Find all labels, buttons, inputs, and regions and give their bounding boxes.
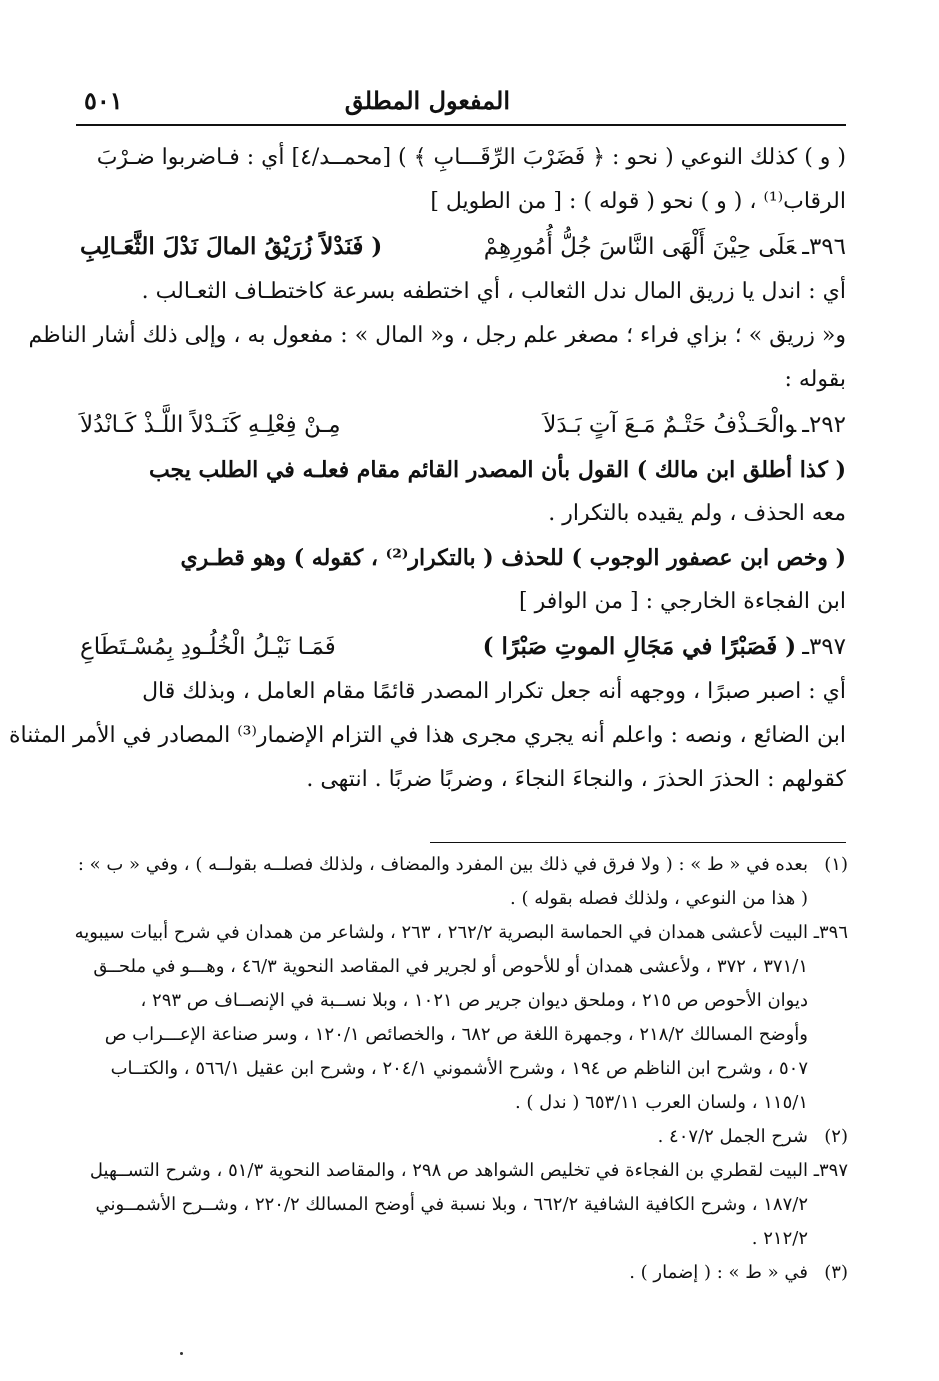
paragraph-line: ابن الفجاءة الخارجي : [ من الوافر ] xyxy=(519,589,846,614)
page-number: ٥٠١ xyxy=(84,86,123,115)
verse-second-hemistich: ( فَنَدْلاً زُرَيْقُ المالَ نَدْلَ الثَّعَـالِبِ xyxy=(80,233,383,260)
page-header xyxy=(76,86,846,122)
verse-292 xyxy=(80,402,846,448)
footnote-text: بعده في « ط » : ( ولا فرق في ذلك بين المفرد والمضاف ، ولذلك فصلــه بقولــه ) ، وفي « ب » : xyxy=(77,854,808,875)
verse-first-hemistich: ( فَصَبْرًا في مَجَالِ الموتِ صَبْرًا ) xyxy=(482,633,797,660)
footnote-line: ٣٩٦ـ البيت لأعشى همدان في الحماسة البصرية ٢٦٢/٢ ، ٢٦٣ ، ولشاعر من همدان في شرح أبيات سيبويه xyxy=(74,922,848,943)
paragraph-line: ( وخص ابن عصفور الوجوب ) للحذف ( بالتكرار⁽²⁾ ، كقوله ) وهو قطـري xyxy=(180,545,846,571)
footnote-number: (٣) xyxy=(824,1262,848,1283)
footnote-line: ٣٩٧ـ البيت لقطري بن الفجاءة في تخليص الشواهد ص ٢٩٨ ، والمقاصد النحوية ٥١/٣ ، وشرح التســهيل xyxy=(89,1160,848,1181)
footnote-3 xyxy=(78,1256,848,1290)
footnote-2 xyxy=(78,1120,848,1154)
paragraph-line: كقولهم : الحذرَ الحذرَ ، والنجاءَ النجاءَ ، وضربًا ضربًا . انتهى . xyxy=(306,767,846,792)
verse-first-hemistich: عَلَى حِيْنَ أَلْهَى النَّاسَ جُلُّ أُمُورِهِمْ xyxy=(483,234,797,260)
footnote-number: (٢) xyxy=(824,1126,848,1147)
paragraph-line: ( و ) كذلك النوعي ( نحو : ﴿ فَضَرْبَ الرِّقَـــابِ ﴾ ) [محمــد/٤] أي : فـاضربوا ضـرْبَ xyxy=(96,145,846,170)
verse-396 xyxy=(80,224,846,270)
footnote-separator xyxy=(430,842,846,843)
footnotes xyxy=(74,848,848,1290)
paragraph-line: أي : اصبر صبرًا ، ووجهه أنه جعل تكرار المصدر قائمًا مقام العامل ، وبذلك قال xyxy=(142,679,846,704)
footnote-number: (١) xyxy=(824,854,848,875)
footnote-1 xyxy=(78,848,848,882)
paragraph-line: ابن الضائع ، ونصه : واعلم أنه يجري مجرى هذا في التزام الإضمار⁽³⁾ المصادر في الأمر المثناة xyxy=(9,723,846,748)
footnote-line: ٣٧١/١ ، ٣٧٢ ، ولأعشى همدان أو للأحوص أو لجرير في المقاصد النحوية ٤٦/٣ ، وهـــو في ملحــق xyxy=(93,956,808,977)
main-text xyxy=(9,136,846,802)
verse-first-hemistich: والْحَـذْفُ حَتْـمٌ مَـعَ آتٍ بَـدَلاَ xyxy=(543,412,797,438)
footnote-line: وأوضح المسالك ٢١٨/٢ ، وجمهرة اللغة ص ٦٨٢ ، والخصائص ١٢٠/١ ، وسر صناعة الإعـــراب ص xyxy=(104,1024,808,1045)
verse-number: ٢٩٢ـ xyxy=(802,412,846,438)
verse-number: ٣٩٦ـ xyxy=(802,234,846,260)
footnote-line: ١١٥/١ ، ولسان العرب ٦٥٣/١١ ( ندل ) . xyxy=(514,1092,808,1113)
paragraph-line: أي : اندل يا زريق المال ندل الثعالب ، أي اختطفه بسرعة كاختطـاف الثعـالب . xyxy=(141,279,846,304)
paragraph-line: معه الحذف ، ولم يقيده بالتكرار . xyxy=(548,501,846,526)
paragraph-line: و« زريق » ؛ بزاي فراء ؛ مصغر علم رجل ، و« المال » : مفعول به ، وإلى ذلك أشار الناظم xyxy=(28,323,846,348)
footnote-line: ١٨٧/٢ ، وشرح الكافية الشافية ٦٦٢/٢ ، وبلا نسبة في أوضح المسالك ٢٢٠/٢ ، وشــرح الأشمــوني xyxy=(95,1194,808,1215)
footnote-text: في « ط » : ( إضمار ) . xyxy=(629,1262,808,1283)
verse-number: ٣٩٧ـ xyxy=(802,634,846,660)
scan-speck xyxy=(180,1352,183,1355)
footnote-line: ( هذا من النوعي ، ولذلك فصله بقوله ) . xyxy=(510,888,808,909)
footnote-line: ٢١٢/٢ . xyxy=(751,1228,808,1249)
verse-second-hemistich: فَمَـا نَيْـلُ الْخُلُـودِ بِمُسْـتَطَاعِ xyxy=(80,634,336,660)
header-rule xyxy=(76,124,846,126)
verse-397 xyxy=(80,624,846,670)
footnote-line: ديوان الأحوص ص ٢١٥ ، وملحق ديوان جرير ص ١٠٢١ ، وبلا نســبة في الإنصــاف ص ٢٩٣ ، xyxy=(140,990,808,1011)
verse-second-hemistich: مِـنْ فِعْلِـهِ كَنَـدْلاً اللَّـذْ كَـانْدُلاَ xyxy=(80,412,341,438)
footnote-line: ٥٠٧ ، وشرح ابن الناظم ص ١٩٤ ، وشرح الأشموني ٢٠٤/١ ، وشرح ابن عقيل ٥٦٦/١ ، والكتــاب xyxy=(110,1058,808,1079)
running-title: المفعول المطلق xyxy=(344,86,510,115)
paragraph-line: ( كذا أطلق ابن مالك ) القول بأن المصدر القائم مقام فعلـه في الطلب يجب xyxy=(148,457,846,483)
paragraph-line: بقوله : xyxy=(784,367,846,392)
footnote-text: شرح الجمل ٤٠٧/٢ . xyxy=(657,1126,808,1147)
paragraph-line: الرقاب⁽¹⁾ ، ( و ) نحو ( قوله ) : [ من الطويل ] xyxy=(430,189,846,214)
